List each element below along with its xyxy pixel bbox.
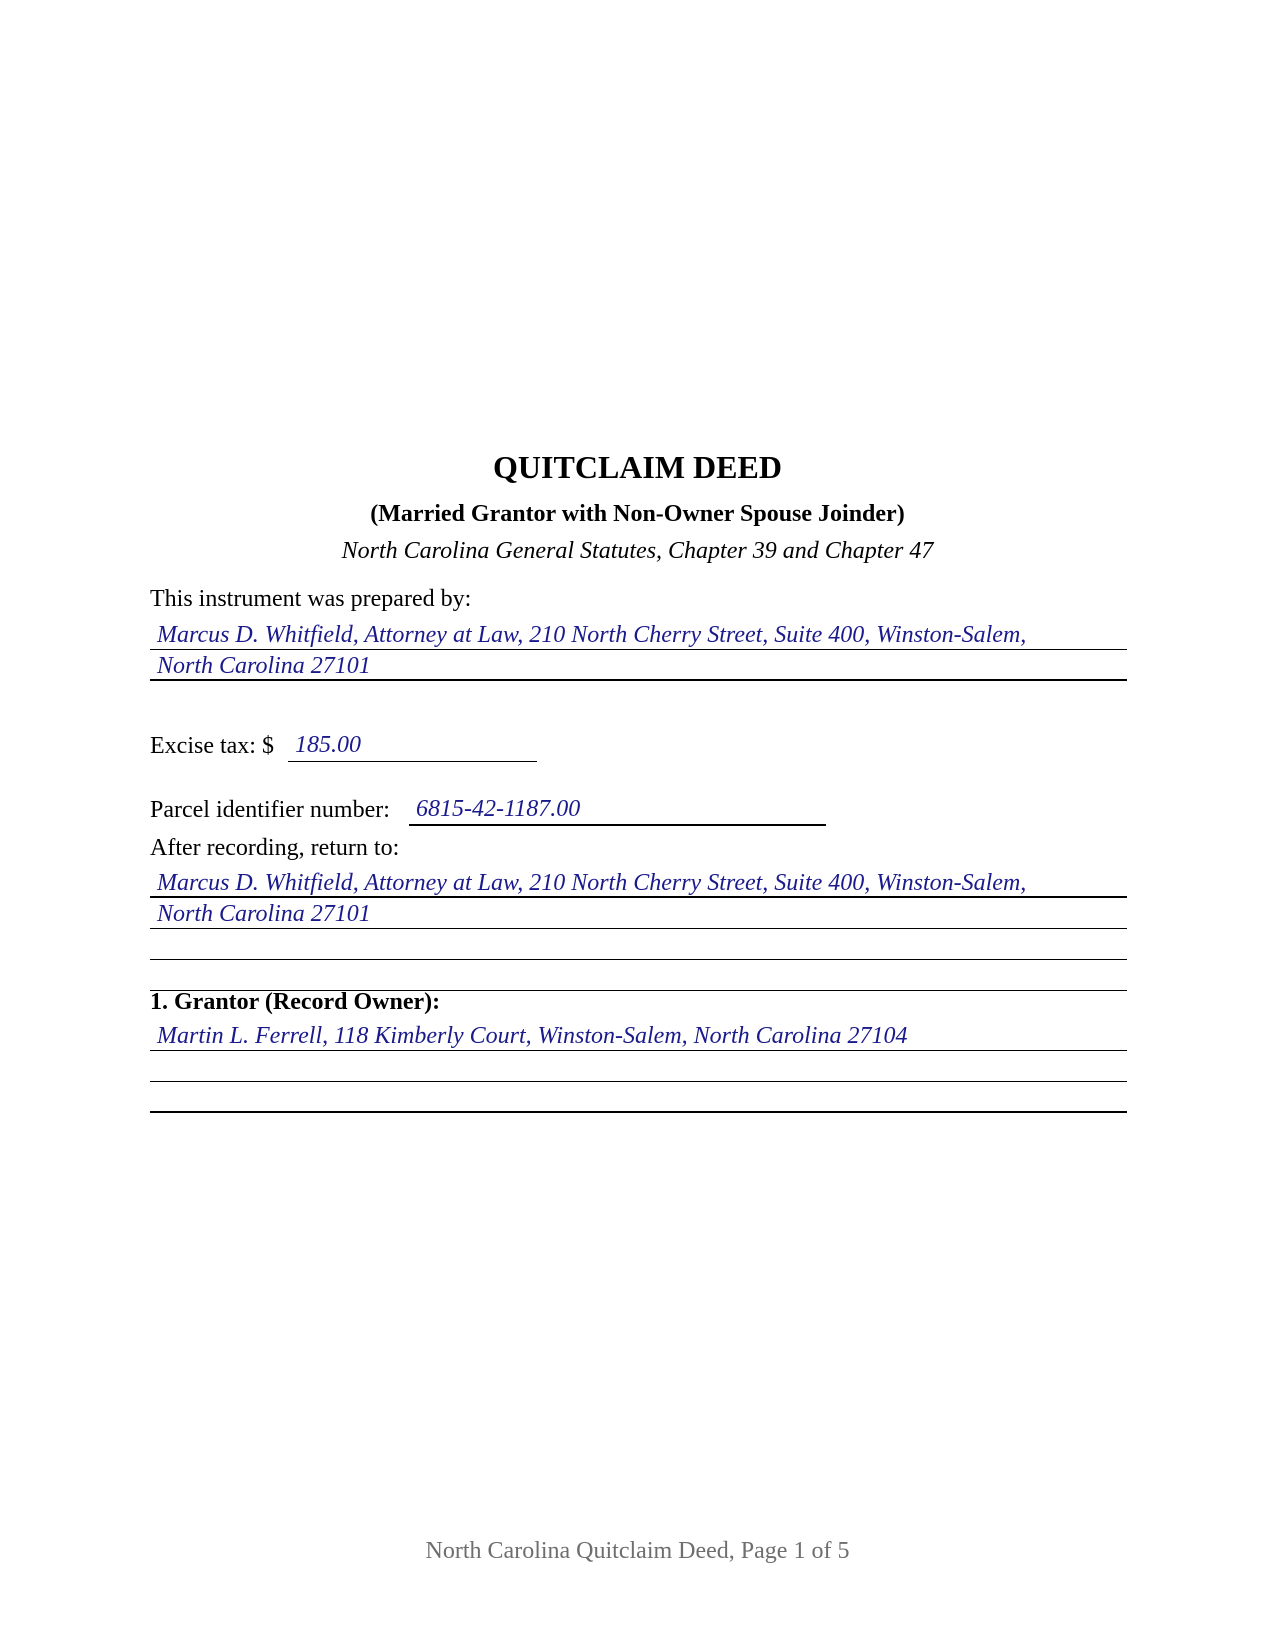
parcel-id-field[interactable]	[409, 794, 826, 826]
excise-tax-value: 185.00	[295, 732, 361, 758]
prepared-by-line-1[interactable]	[150, 620, 1127, 650]
return-to-value-1: Marcus D. Whitfield, Attorney at Law, 210 North Cherry Street, Suite 400, Winston-Salem,	[157, 870, 1027, 896]
document-title: QUITCLAIM DEED	[493, 449, 782, 485]
grantor-heading: 1. Grantor (Record Owner):	[150, 989, 441, 1015]
return-to-line-1[interactable]	[150, 868, 1127, 898]
parcel-id-label: Parcel identifier number:	[150, 797, 390, 823]
prepared-by-label: This instrument was prepared by:	[150, 586, 472, 612]
parcel-id-value: 6815-42-1187.00	[416, 796, 581, 822]
page-footer: North Carolina Quitclaim Deed, Page 1 of 5	[425, 1538, 850, 1564]
return-to-line-3[interactable]	[150, 930, 1127, 960]
document-subtitle: (Married Grantor with Non-Owner Spouse Joinder)	[370, 501, 905, 527]
prepared-by-line-2[interactable]	[150, 651, 1127, 681]
grantor-line-1[interactable]	[150, 1021, 1127, 1051]
grantor-line-3[interactable]	[150, 1083, 1127, 1113]
statute-reference: North Carolina General Statutes, Chapter 39 and Chapter 47	[341, 538, 934, 564]
excise-tax-label: Excise tax: $	[150, 733, 274, 759]
return-to-line-2[interactable]	[150, 899, 1127, 929]
prepared-by-value-2: North Carolina 27101	[157, 653, 371, 679]
excise-tax-field[interactable]	[288, 730, 537, 762]
grantor-value-1: Martin L. Ferrell, 118 Kimberly Court, Winston-Salem, North Carolina 27104	[157, 1023, 908, 1049]
return-to-value-2: North Carolina 27101	[157, 901, 371, 927]
grantor-line-2[interactable]	[150, 1052, 1127, 1082]
prepared-by-value-1: Marcus D. Whitfield, Attorney at Law, 210 North Cherry Street, Suite 400, Winston-Salem,	[157, 622, 1027, 648]
return-to-label: After recording, return to:	[150, 835, 400, 861]
